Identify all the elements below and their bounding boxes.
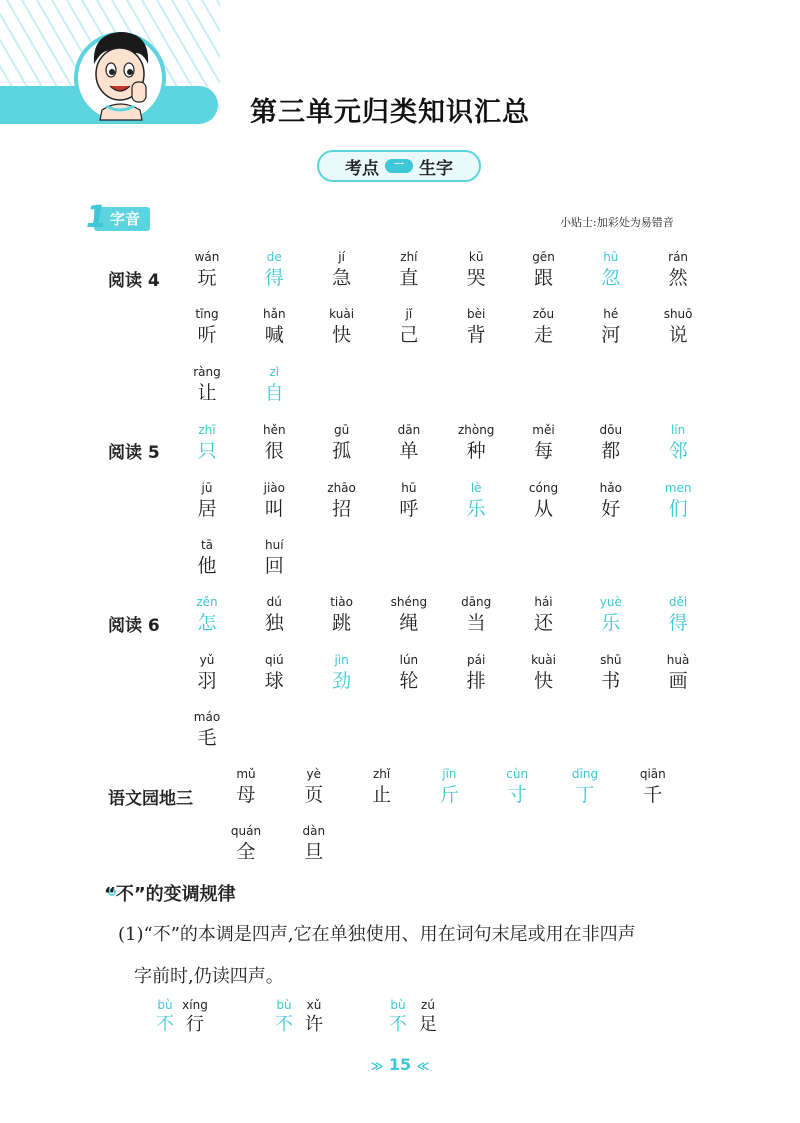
hanzi: 快 <box>533 670 553 692</box>
hanzi: 独 <box>264 612 284 634</box>
character-cell <box>446 653 506 693</box>
sub-heading: “不”的变调规律 <box>104 884 236 905</box>
character-cell <box>487 767 547 807</box>
example-syllable <box>182 998 208 1036</box>
hanzi: 行 <box>186 1014 204 1035</box>
page-title: 第三单元归类知识汇总 <box>250 97 530 128</box>
pinyin: men <box>664 481 692 495</box>
hanzi: 们 <box>668 498 688 520</box>
hanzi: 全 <box>236 841 256 863</box>
hanzi: 听 <box>197 324 217 346</box>
character-cell <box>177 538 237 578</box>
hanzi: 画 <box>668 670 688 692</box>
hanzi: 喊 <box>264 324 284 346</box>
character-cell <box>312 307 372 347</box>
hanzi: 直 <box>399 267 419 289</box>
hanzi: 快 <box>332 324 352 346</box>
character-cell <box>244 653 304 693</box>
hanzi: 乐 <box>466 498 486 520</box>
lesson-label: 阅读 5 <box>108 443 160 463</box>
pinyin: dàn <box>302 824 326 838</box>
pinyin: hěn <box>263 423 286 437</box>
hanzi: 球 <box>264 670 284 692</box>
hanzi: 旦 <box>304 841 324 863</box>
hanzi: 不 <box>156 1014 174 1035</box>
hanzi: 母 <box>236 784 256 806</box>
pinyin: gū <box>333 423 350 437</box>
pinyin: shéng <box>390 595 428 609</box>
character-cell <box>312 423 372 463</box>
character-cell <box>514 307 574 347</box>
character-cell <box>379 423 439 463</box>
hanzi: 河 <box>601 324 621 346</box>
example-syllable <box>385 998 411 1036</box>
character-cell <box>177 710 237 750</box>
hanzi: 乐 <box>601 612 621 634</box>
hanzi: 忽 <box>601 267 621 289</box>
pinyin: máo <box>193 710 221 724</box>
pinyin: zhǐ <box>372 767 391 781</box>
pinyin: dōu <box>599 423 623 437</box>
hanzi: 得 <box>668 612 688 634</box>
rule-line-1: (1)“不”的本调是四声,它在单独使用、用在词句末尾或用在非四声 <box>118 924 636 945</box>
character-cell <box>446 595 506 635</box>
hanzi: 回 <box>264 555 284 577</box>
character-cell <box>514 595 574 635</box>
character-cell <box>177 365 237 405</box>
character-cell <box>244 307 304 347</box>
pinyin: mǔ <box>236 767 256 781</box>
pinyin: dāng <box>461 595 492 609</box>
hanzi: 不 <box>389 1014 407 1035</box>
character-cell <box>419 767 479 807</box>
pinyin: zhī <box>198 423 216 437</box>
pinyin: hū <box>401 481 417 495</box>
pinyin: de <box>266 250 282 264</box>
rule-paragraph <box>118 914 738 998</box>
example-syllable <box>415 998 441 1036</box>
pinyin: zhòng <box>457 423 495 437</box>
hanzi: 排 <box>466 670 486 692</box>
lesson-label: 阅读 4 <box>108 271 160 291</box>
pinyin: dīng <box>571 767 599 781</box>
character-cell <box>312 653 372 693</box>
character-cell <box>648 653 708 693</box>
pinyin: bù <box>390 998 406 1012</box>
hanzi: 走 <box>533 324 553 346</box>
pinyin: lè <box>470 481 482 495</box>
character-cell <box>244 538 304 578</box>
pinyin: cóng <box>528 481 559 495</box>
pinyin: qiān <box>639 767 666 781</box>
character-cell <box>244 481 304 521</box>
pinyin: zhí <box>400 250 418 264</box>
pinyin: jí <box>338 250 345 264</box>
pinyin: jū <box>201 481 213 495</box>
hanzi: 跳 <box>332 612 352 634</box>
hanzi: 斤 <box>439 784 459 806</box>
hanzi: 自 <box>264 382 284 404</box>
pinyin: shuō <box>663 307 693 321</box>
character-cell <box>216 824 276 864</box>
pinyin: gēn <box>532 250 555 264</box>
example-syllable <box>301 998 327 1036</box>
character-cell <box>623 767 683 807</box>
hanzi: 得 <box>264 267 284 289</box>
hanzi: 当 <box>466 612 486 634</box>
hanzi: 然 <box>668 267 688 289</box>
hanzi: 足 <box>419 1014 437 1035</box>
pinyin: tā <box>200 538 214 552</box>
pinyin: wán <box>194 250 220 264</box>
arrow-right-icon: ≫ <box>370 1059 384 1073</box>
hanzi: 每 <box>533 440 553 462</box>
example-syllable <box>152 998 178 1036</box>
pinyin: zú <box>421 998 435 1012</box>
pinyin: yuè <box>599 595 622 609</box>
hanzi: 好 <box>601 498 621 520</box>
hanzi: 止 <box>372 784 392 806</box>
hanzi: 毛 <box>197 727 217 749</box>
pinyin: hū <box>603 250 619 264</box>
hanzi: 玩 <box>197 267 217 289</box>
character-cell <box>244 595 304 635</box>
pinyin: yè <box>306 767 322 781</box>
hanzi: 怎 <box>197 612 217 634</box>
hanzi: 许 <box>305 1014 323 1035</box>
pinyin: huí <box>265 538 284 552</box>
example-word <box>385 998 445 1036</box>
page-number <box>370 1055 430 1074</box>
hanzi: 叫 <box>264 498 284 520</box>
hanzi: 单 <box>399 440 419 462</box>
pinyin: tiào <box>330 595 353 609</box>
hanzi: 说 <box>668 324 688 346</box>
pinyin: pái <box>467 653 486 667</box>
hanzi: 只 <box>197 440 217 462</box>
character-cell <box>648 595 708 635</box>
hanzi: 哭 <box>466 267 486 289</box>
character-cell <box>514 653 574 693</box>
pinyin: xíng <box>182 998 208 1012</box>
rule-line-2: 字前时,仍读四声。 <box>134 966 284 987</box>
hanzi: 轮 <box>399 670 419 692</box>
section-number: 1 <box>86 200 107 235</box>
hanzi: 不 <box>275 1014 293 1035</box>
hanzi: 孤 <box>332 440 352 462</box>
character-cell <box>514 250 574 290</box>
hanzi: 很 <box>264 440 284 462</box>
character-cell <box>379 307 439 347</box>
hanzi: 己 <box>399 324 419 346</box>
pinyin: jìn <box>334 653 349 667</box>
hanzi: 还 <box>533 612 553 634</box>
pinyin: huà <box>666 653 690 667</box>
pinyin: dān <box>397 423 421 437</box>
character-cell <box>284 824 344 864</box>
example-syllable <box>271 998 297 1036</box>
pinyin: zhāo <box>327 481 356 495</box>
pinyin: lún <box>399 653 419 667</box>
character-cell <box>648 481 708 521</box>
tip-text: 小贴士:加彩处为易错音 <box>560 216 674 229</box>
hanzi: 书 <box>601 670 621 692</box>
pinyin: dú <box>266 595 282 609</box>
pinyin: lín <box>670 423 686 437</box>
hanzi: 丁 <box>575 784 595 806</box>
pinyin: jiào <box>263 481 285 495</box>
character-cell <box>514 481 574 521</box>
character-cell <box>379 481 439 521</box>
example-word <box>271 998 331 1036</box>
pinyin: hǎn <box>263 307 286 321</box>
pinyin: jīn <box>442 767 457 781</box>
pinyin: kuài <box>329 307 355 321</box>
pinyin: xǔ <box>306 998 322 1012</box>
pinyin: zì <box>269 365 280 379</box>
character-cell <box>177 423 237 463</box>
topic-pill-label: 考点 <box>345 158 379 179</box>
page-number-value: 15 <box>388 1055 412 1074</box>
hanzi: 从 <box>533 498 553 520</box>
character-cell <box>446 307 506 347</box>
lesson-label: 语文园地三 <box>108 789 193 809</box>
character-cell <box>379 653 439 693</box>
pinyin: tīng <box>195 307 219 321</box>
arrow-left-icon: ≪ <box>416 1059 430 1073</box>
character-cell <box>648 307 708 347</box>
character-cell <box>312 250 372 290</box>
pinyin: hé <box>603 307 619 321</box>
character-cell <box>581 653 641 693</box>
character-cell <box>312 481 372 521</box>
character-cell <box>514 423 574 463</box>
character-cell <box>216 767 276 807</box>
character-cell <box>379 250 439 290</box>
hanzi: 千 <box>643 784 663 806</box>
pinyin: bù <box>276 998 292 1012</box>
hanzi: 寸 <box>507 784 527 806</box>
topic-pill-topic: 生字 <box>419 158 453 179</box>
hanzi: 居 <box>197 498 217 520</box>
pinyin: cùn <box>506 767 529 781</box>
character-cell <box>581 595 641 635</box>
hanzi: 羽 <box>197 670 217 692</box>
pinyin: rán <box>668 250 689 264</box>
pinyin: bèi <box>467 307 486 321</box>
hanzi: 跟 <box>533 267 553 289</box>
character-cell <box>244 423 304 463</box>
character-cell <box>555 767 615 807</box>
pinyin: shū <box>600 653 622 667</box>
hanzi: 背 <box>466 324 486 346</box>
character-cell <box>581 250 641 290</box>
topic-pill-number: 一 <box>385 159 413 173</box>
pinyin: kuài <box>531 653 556 667</box>
hanzi: 都 <box>601 440 621 462</box>
example-word <box>152 998 212 1036</box>
character-cell <box>177 653 237 693</box>
hanzi: 急 <box>332 267 352 289</box>
character-cell <box>446 481 506 521</box>
character-cell <box>581 307 641 347</box>
pinyin: zǒu <box>532 307 555 321</box>
character-cell <box>284 767 344 807</box>
pinyin: hǎo <box>599 481 622 495</box>
hanzi: 页 <box>304 784 324 806</box>
section-title: 字音 <box>94 207 150 231</box>
pinyin: ràng <box>193 365 221 379</box>
hanzi: 他 <box>197 555 217 577</box>
pinyin: bù <box>157 998 173 1012</box>
hanzi: 招 <box>332 498 352 520</box>
character-cell <box>177 250 237 290</box>
pinyin: děi <box>668 595 688 609</box>
character-cell <box>379 595 439 635</box>
hanzi: 呼 <box>399 498 419 520</box>
pinyin: zěn <box>196 595 218 609</box>
pinyin: jǐ <box>405 307 413 321</box>
character-cell <box>312 595 372 635</box>
hanzi: 种 <box>466 440 486 462</box>
hanzi: 绳 <box>399 612 419 634</box>
character-cell <box>446 423 506 463</box>
character-cell <box>177 481 237 521</box>
pinyin: měi <box>532 423 555 437</box>
hanzi: 让 <box>197 382 217 404</box>
character-cell <box>648 250 708 290</box>
pinyin: quán <box>230 824 262 838</box>
pinyin: qiú <box>265 653 284 667</box>
character-cell <box>581 481 641 521</box>
pinyin: kū <box>468 250 484 264</box>
character-cell <box>177 307 237 347</box>
hanzi: 劲 <box>332 670 352 692</box>
character-cell <box>177 595 237 635</box>
pinyin: yǔ <box>199 653 215 667</box>
hanzi: 邻 <box>668 440 688 462</box>
character-cell <box>648 423 708 463</box>
character-cell <box>352 767 412 807</box>
pinyin: hái <box>534 595 553 609</box>
character-cell <box>244 365 304 405</box>
character-cell <box>446 250 506 290</box>
character-cell <box>581 423 641 463</box>
lesson-label: 阅读 6 <box>108 616 160 636</box>
character-cell <box>244 250 304 290</box>
